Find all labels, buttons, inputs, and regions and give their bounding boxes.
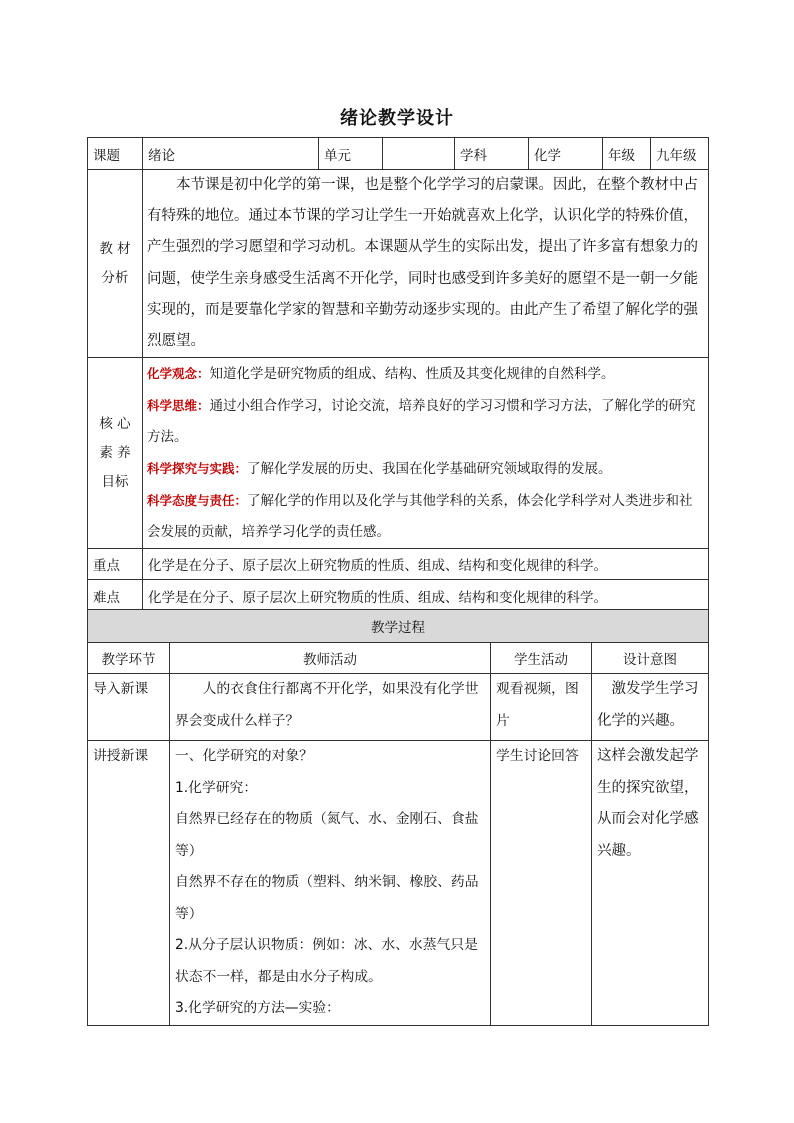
core-item [147,453,704,485]
subject-value: 化学 [529,138,603,170]
teacher-activity-line: 1.化学研究： [175,779,258,796]
core-label-line3: 目标 [101,473,129,490]
teacher-activity-line: 人的衣食住行都离不开化学，如果没有化学世界会变成什么样子？ [175,681,479,729]
key-point-label: 重点 [88,549,143,580]
material-label [88,170,143,358]
material-analysis-text: 本节课是初中化学的第一课，也是整个化学学习的启蒙课。因此，在整个教材中占有特殊的地位。通过本节课的学习让学生一开始就喜欢上化学，认识化学的特殊价值，产生强烈的学习愿望和学习动机。本课题从学生的实际出发，提出了许多富有想象力的问题，使学生亲身感受生活离不开化学，同时也感受到许多美好的愿望不是一朝一夕能实现的，而是要靠化学家的智慧和辛勤劳动逐步实现的。由此产生了希望了解化学的强烈愿望。 [143,170,709,358]
topic-label: 课题 [88,138,143,170]
core-item-text: 通过小组合作学习，讨论交流，培养良好的学习习惯和学习方法，了解化学的研究方法。 [147,398,696,446]
key-point-row [88,549,709,580]
core-label-line1: 核 心 [99,415,131,432]
core-literacy-label [88,358,143,549]
key-point-text: 化学是在分子、原子层次上研究物质的性质、组成、结构和变化规律的科学。 [143,549,709,580]
core-label-line2: 素 养 [99,444,131,461]
grade-label: 年级 [603,138,651,170]
design-intent-cell: 这样会激发起学生的探究欲望，从而会对化学感兴趣。 [592,741,709,1026]
teacher-activity-cell [170,674,491,741]
teacher-activity-line: 一、化学研究的对象？ [175,748,313,764]
material-row [88,170,709,358]
teacher-activity-cell [170,741,491,1026]
difficulty-text: 化学是在分子、原子层次上研究物质的性质、组成、结构和变化规律的科学。 [143,580,709,612]
difficulty-label: 难点 [88,580,143,612]
core-item-text: 知道化学是研究物质的组成、结构、性质及其变化规律的自然科学。 [209,366,615,383]
core-item [147,485,704,548]
stage-cell: 讲授新课 [88,741,170,1026]
lesson-info-table [87,137,709,612]
process-heading: 教学过程 [88,610,709,643]
teacher-activity-line: 自然界已经存在的物质（氮气、水、金刚石、食盐等） [175,811,479,859]
core-item [147,390,704,453]
column-header-teacher: 教师活动 [170,643,491,674]
core-item-key: 科学探究与实践： [147,461,248,477]
student-activity-cell: 学生讨论回答 [491,741,592,1026]
core-item-key: 科学态度与责任： [147,493,248,509]
design-intent-text: 激发学生学习化学的兴趣。 [597,681,699,729]
page-title: 绪论教学设计 [340,108,454,129]
core-item-key: 化学观念： [147,366,210,382]
column-header-intent: 设计意图 [592,643,709,674]
column-header-student: 学生活动 [491,643,592,674]
difficulty-row [88,580,709,612]
core-item-text: 了解化学的作用以及化学与其他学科的关系，体会化学科学对人类进步和社会发展的贡献，培养学习化学的责任感。 [147,493,693,541]
column-header-stage: 教学环节 [88,643,170,674]
stage-cell: 导入新课 [88,674,170,741]
teacher-activity-line: 自然界不存在的物质（塑料、纳米铜、橡胶、药品等） [175,874,479,922]
material-label-line2: 分析 [101,269,129,286]
unit-label: 单元 [319,138,383,170]
subject-label: 学科 [455,138,529,170]
teaching-process-table [87,609,709,1026]
teacher-activity-line: 2.从分子层认识物质：例如：冰、水、水蒸气只是状态不一样，都是由水分子构成。 [175,937,478,985]
unit-value [383,138,455,170]
student-activity-cell: 观看视频，图片 [491,674,592,741]
core-literacy-content [143,358,709,549]
table-row [88,674,709,741]
table-row [88,741,709,1026]
core-literacy-row [88,358,709,549]
design-intent-cell [592,674,709,741]
topic-value: 绪论 [143,138,319,170]
core-item-text: 了解化学发展的历史、我国在化学基础研究领域取得的发展。 [247,461,612,478]
process-column-headers [88,643,709,674]
core-item-key: 科学思维： [147,398,210,414]
core-item [147,358,704,390]
grade-value: 九年级 [651,138,709,170]
header-row [88,138,709,170]
material-label-line1: 教 材 [99,240,131,257]
teacher-activity-line: 3.化学研究的方法—实验： [175,1000,340,1016]
